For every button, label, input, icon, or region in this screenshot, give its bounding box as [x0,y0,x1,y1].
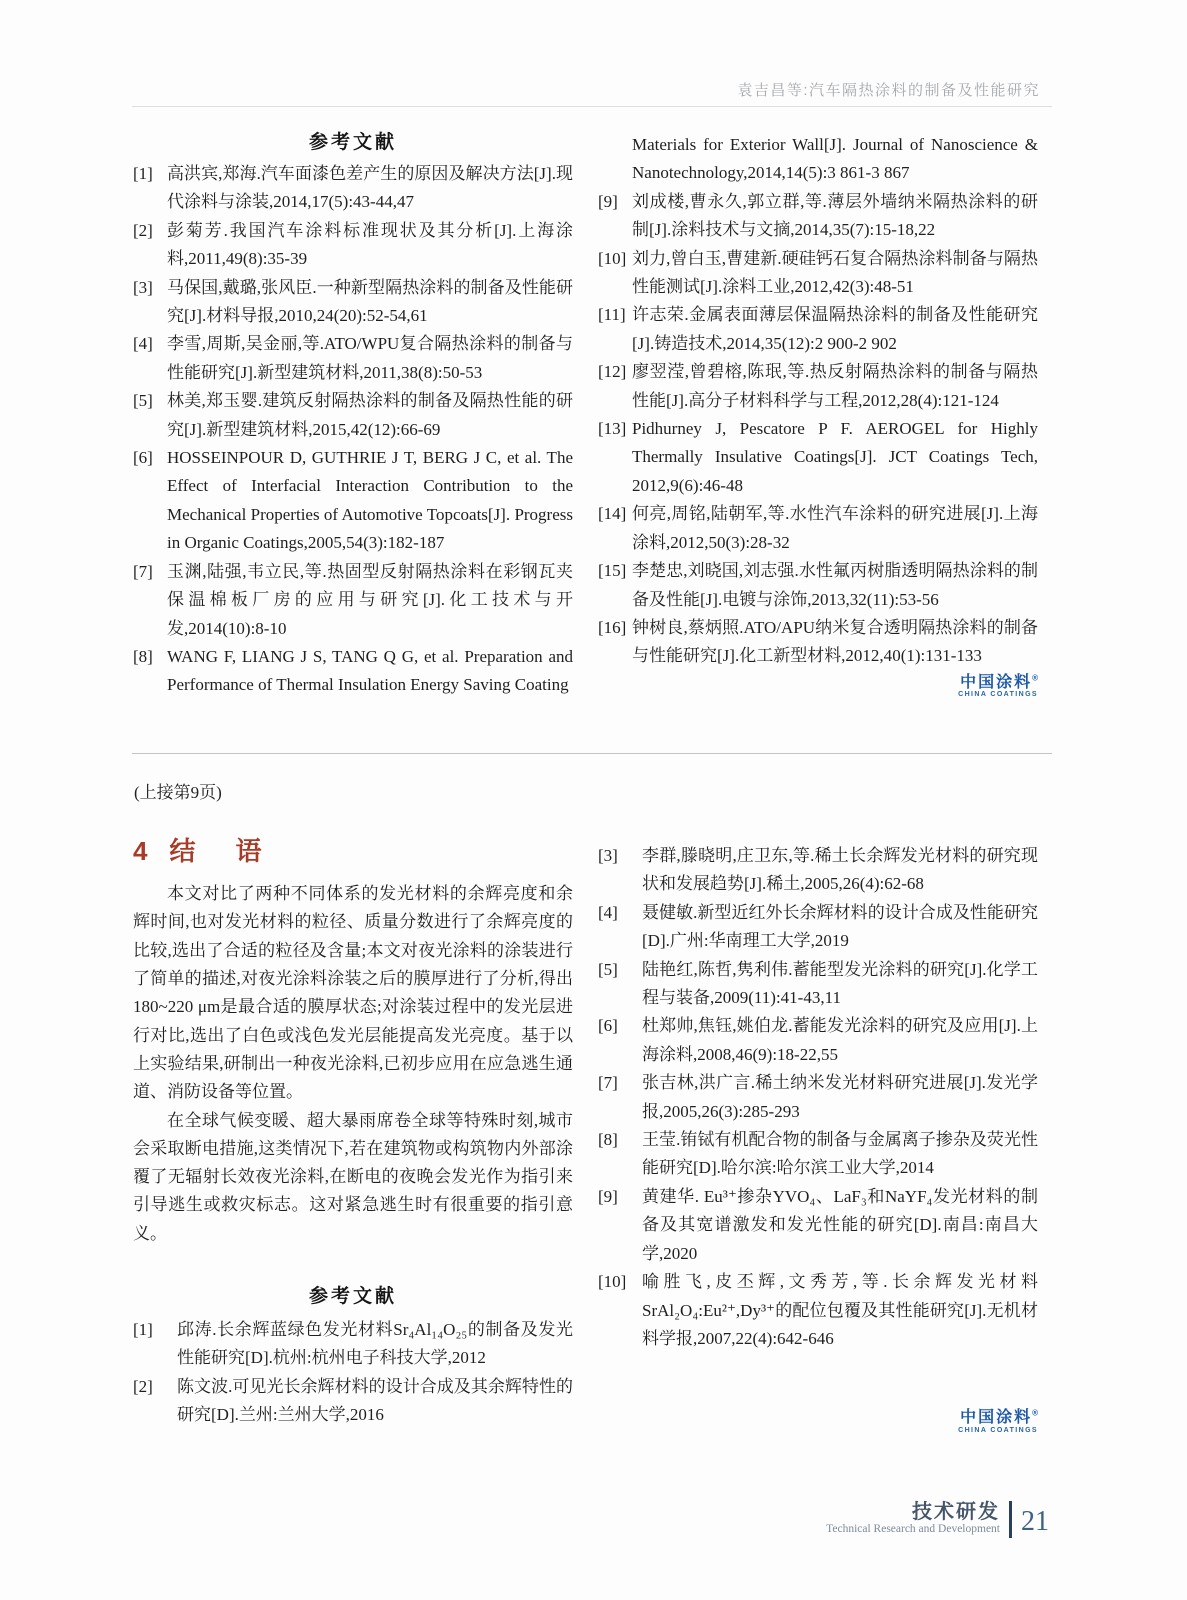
reference-list-top-right [598,188,1038,671]
reference-number: [8] [133,646,153,666]
reference-text: 黄建华. Eu³⁺掺杂YVO₄、LaF₃和NaYF₄发光材料的制备及其宽谱激发和发光性能的研究[D].南昌:南昌大学,2020 [642,1186,1038,1263]
logo-chinese-text: 中国涂料® [960,673,1038,691]
reference-item [133,387,573,444]
running-head: 袁吉昌等:汽车隔热涂料的制备及性能研究 [737,82,1040,99]
reference-number: [5] [133,391,153,411]
reference-number: [6] [133,448,153,468]
reference-number: [3] [598,846,618,865]
registered-mark: ® [1032,1408,1038,1418]
registered-mark: ® [1032,673,1038,683]
reference-number: [1] [133,1320,153,1340]
reference-list-bottom-left [133,1316,573,1430]
reference-item [598,415,1038,500]
reference-item [598,842,1038,899]
reference-list-top-left [133,160,573,700]
reference-number: [7] [133,561,153,581]
reference-item [598,188,1038,245]
conclusion-paragraph-1: 本文对比了两种不同体系的发光材料的余辉亮度和余辉时间,也对发光材料的粒径、质量分数进行了余辉亮度的比较,选出了合适的粒径及含量;本文对夜光涂料的涂装进行了简单的描述,对夜光涂料涂装之后的膜厚进行了分析,得出180~220 μm是最合适的膜厚状态;对涂装过程中的发光层进行对比,选出了白色或浅色发光层能提高发光亮度。基于以上实验结果,研制出一种夜光涂料,已初步应用在应急逃生通道、消防设备等位置。 [133,884,573,1102]
reference-number: [16] [598,617,627,637]
reference-number: [4] [133,334,153,354]
reference-number: [10] [598,1272,627,1292]
footer-divider-bar [1009,1501,1012,1538]
reference-item [133,1373,573,1430]
reference-item [598,1069,1038,1126]
reference-item [133,558,573,643]
logo-english-text: CHINA COATINGS [958,691,1038,699]
reference-number: [3] [133,277,153,297]
reference-text: Pidhurney J, Pescatore P F. AEROGEL for Highly Thermally Insulative Coatings[J]. JCT Coatings Tech, 2012,9(6):46-48 [632,419,1038,495]
logo-chinese-text: 中国涂料® [960,1408,1038,1427]
reference-number: [6] [598,1016,618,1036]
reference-item [598,956,1038,1013]
reference-text: 玉渊,陆强,韦立民,等.热固型反射隔热涂料在彩钢瓦夹保温棉板厂房的应用与研究[J].化工技术与开发,2014(10):8-10 [167,561,573,638]
reference-item [598,557,1038,614]
logo-english-text: CHINA COATINGS [958,1426,1038,1434]
reference-number: [8] [598,1130,618,1150]
continued-from-note: (上接第9页) [134,783,222,802]
reference-text: 邱涛.长余辉蓝绿色发光材料Sr₄Al₁₄O₂₅的制备及发光性能研究[D].杭州:杭州电子科技大学,2012 [177,1320,573,1368]
conclusion-paragraph-2: 在全球气候变暖、超大暴雨席卷全球等特殊时刻,城市会采取断电措施,这类情况下,若在建筑物或构筑物内外部涂覆了无辐射长效夜光涂料,在断电的夜晚会发光作为指引来引导逃生或救灾标志。这对紧急逃生时有很重要的指引意义。 [133,1110,573,1243]
reference-number: [4] [598,902,618,922]
reference-item [133,274,573,331]
reference-text: 陈文波.可见光长余辉材料的设计合成及其余辉特性的研究[D].兰州:兰州大学,2016 [177,1376,573,1425]
footer-section-chinese: 技术研发 [912,1501,1000,1524]
reference-item [598,1012,1038,1069]
reference-text: 许志荣.金属表面薄层保温隔热涂料的制备及性能研究[J].铸造技术,2014,35(12):2 900-2 902 [632,305,1038,353]
reference-number: [15] [598,561,627,581]
reference-item [133,1316,573,1373]
reference-text: 张吉林,洪广言.稀土纳米发光材料研究进展[J].发光学报,2005,26(3):285-293 [642,1073,1038,1121]
bottom-right-column [598,842,1038,1435]
reference-text: 何亮,周铭,陆朝军,等.水性汽车涂料的研究进展[J].上海涂料,2012,50(3):28-32 [632,504,1038,552]
section-number: 4 [133,836,148,866]
reference-item [133,643,573,700]
reference-item [598,1183,1038,1268]
section-title: 结 语 [169,836,269,866]
reference-text: 喻胜飞,皮丕辉,文秀芳,等.长余辉发光材料SrAl₂O₄:Eu²⁺,Dy³⁺的配位包覆及其性能研究[J].无机材料学报,2007,22(4):642-646 [642,1272,1038,1348]
reference-item [598,500,1038,557]
reference-number: [5] [598,959,618,979]
reference-text: 刘力,曾白玉,曹建新.硬硅钙石复合隔热涂料制备与隔热性能测试[J].涂料工业,2012,42(3):48-51 [632,248,1038,297]
reference-number: [2] [133,1376,153,1396]
reference-item [598,899,1038,956]
reference-text: 王莹.铕铽有机配合物的制备与金属离子掺杂及荧光性能研究[D].哈尔滨:哈尔滨工业大学,2014 [642,1130,1038,1178]
reference-text: 高洪宾,郑海.汽车面漆色差产生的原因及解决方法[J].现代涂料与涂装,2014,17(5):43-44,47 [167,164,573,212]
reference-number: [12] [598,362,627,382]
reference-text: 聂健敏.新型近红外长余辉材料的设计合成及性能研究[D].广州:华南理工大学,2019 [642,902,1038,951]
section-divider [132,753,1052,754]
reference-item [598,1268,1038,1353]
reference-text: 马保国,戴璐,张风臣.一种新型隔热涂料的制备及性能研究[J].材料导报,2010,24(20):52-54,61 [167,277,573,326]
reference-item [133,217,573,274]
reference-item [133,160,573,217]
reference-number: [14] [598,504,627,524]
reference-text: 刘成楼,曹永久,郭立群,等.薄层外墙纳米隔热涂料的研制[J].涂料技术与文摘,2014,35(7):15-18,22 [632,191,1038,240]
references-heading-bottom: 参考文献 [308,1286,397,1308]
footer-section-label [826,1501,1000,1537]
reference-text: 李雪,周斯,吴金丽,等.ATO/WPU复合隔热涂料的制备与性能研究[J].新型建筑材料,2011,38(8):50-53 [167,334,573,382]
page-number: 21 [1021,1506,1049,1537]
china-coatings-logo [598,1409,1038,1434]
references-heading-top: 参考文献 [308,132,397,153]
reference-text: 杜郑帅,焦钰,姚伯龙.蓄能发光涂料的研究及应用[J].上海涂料,2008,46(9):18-22,55 [642,1016,1038,1064]
reference-carryover: Materials for Exterior Wall[J]. Journal of Nanoscience & Nanotechnology,2014,14(5):3 861-3 867 [632,135,1038,183]
reference-number: [9] [598,191,618,211]
reference-text: 李楚忠,刘晓国,刘志强.水性氟丙树脂透明隔热涂料的制备及性能[J].电镀与涂饰,2013,32(11):53-56 [632,561,1038,609]
reference-text: 彭菊芳.我国汽车涂料标准现状及其分析[J].上海涂料,2011,49(8):35-39 [167,220,573,269]
reference-text: HOSSEINPOUR D, GUTHRIE J T, BERG J C, et al. The Effect of Interfacial Interaction Contribution to the Mechanical Properties of Automotive Topcoats[J]. Progress in Organic Coatings,2005,54(3):182-187 [167,448,573,553]
reference-item [598,358,1038,415]
reference-item [598,245,1038,302]
reference-number: [10] [598,248,627,268]
china-coatings-logo [598,674,1038,699]
conclusion-heading [133,836,573,867]
reference-number: [9] [598,1186,618,1206]
reference-number: [11] [598,305,626,325]
reference-item [598,1126,1038,1183]
reference-item [133,330,573,387]
reference-item [133,444,573,558]
reference-text: 陆艳红,陈哲,隽利伟.蓄能型发光涂料的研究[J].化学工程与装备,2009(11):41-43,11 [642,959,1038,1008]
reference-text: 廖翌滢,曾碧榕,陈珉,等.热反射隔热涂料的制备与隔热性能[J].高分子材料科学与工程,2012,28(4):121-124 [632,362,1038,410]
reference-text: WANG F, LIANG J S, TANG Q G, et al. Preparation and Performance of Thermal Insulation Energy Saving Coating [167,646,573,695]
reference-number: [13] [598,419,627,439]
reference-number: [1] [133,164,153,183]
footer-section-english: Technical Research and Development [826,1523,1000,1536]
top-right-column [598,131,1038,699]
reference-text: 钟树良,蔡炳照.ATO/APU纳米复合透明隔热涂料的制备与性能研究[J].化工新型材料,2012,40(1):131-133 [632,617,1038,666]
top-left-column [133,127,573,700]
reference-number: [7] [598,1073,618,1093]
header-rule [132,106,1052,107]
reference-text: 李群,滕晓明,庄卫东,等.稀土长余辉发光材料的研究现状和发展趋势[J].稀土,2005,26(4):62-68 [642,846,1038,894]
reference-text: 林美,郑玉婴.建筑反射隔热涂料的制备及隔热性能的研究[J].新型建筑材料,2015,42(12):66-69 [167,391,573,439]
reference-number: [2] [133,220,153,240]
reference-item [598,301,1038,358]
page-footer [826,1500,1049,1538]
reference-item [598,614,1038,671]
bottom-left-column [133,834,573,1430]
reference-list-bottom-right [598,842,1038,1353]
